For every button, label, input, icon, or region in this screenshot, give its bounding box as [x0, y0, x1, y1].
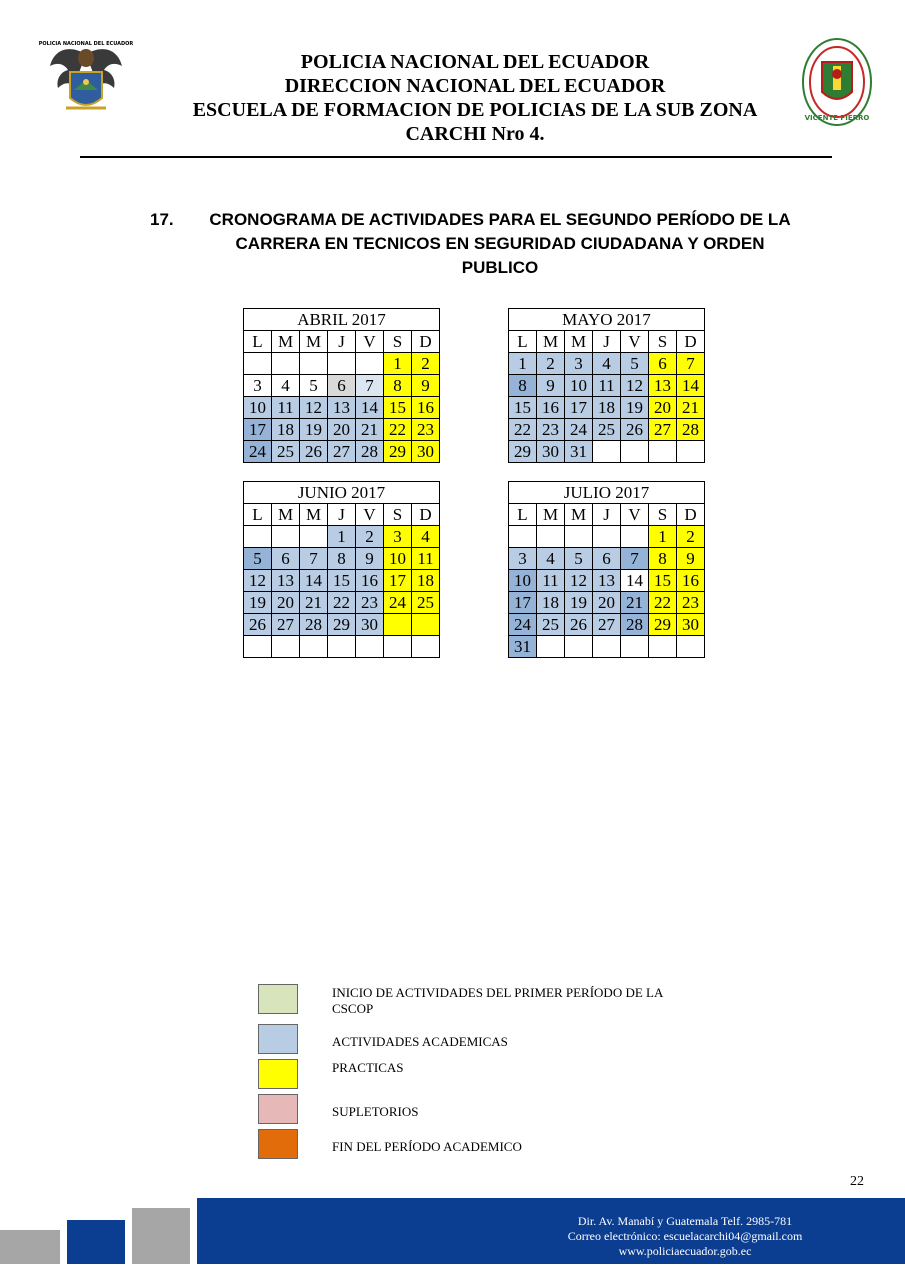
section-title [150, 208, 820, 280]
weekday-header: V [356, 504, 384, 526]
calendar-day-cell: 4 [593, 353, 621, 375]
calendar-day-cell: 3 [509, 548, 537, 570]
weekday-header: M [537, 331, 565, 353]
calendar-day-cell: 21 [356, 419, 384, 441]
calendar-week-row [509, 419, 705, 441]
calendar-day-cell: 11 [412, 548, 440, 570]
calendar-day-cell: 22 [509, 419, 537, 441]
header-line-1: POLICIA NACIONAL DEL ECUADOR [300, 51, 650, 73]
calendar-day-cell: 15 [328, 570, 356, 592]
calendar-week-row [509, 375, 705, 397]
calendar-day-cell: 21 [621, 592, 649, 614]
calendar-day-cell: 18 [272, 419, 300, 441]
weekday-header: V [356, 331, 384, 353]
calendar-day-cell: 7 [621, 548, 649, 570]
calendar-day-cell: 14 [356, 397, 384, 419]
calendar-day-cell: 26 [244, 614, 272, 636]
calendar-day-cell: 20 [328, 419, 356, 441]
calendar-day-cell [272, 353, 300, 375]
calendar-day-cell: 15 [649, 570, 677, 592]
calendar-day-cell: 2 [537, 353, 565, 375]
calendar-day-cell [593, 526, 621, 548]
legend-label-practicas: PRACTICAS [332, 1060, 404, 1075]
footer-email[interactable]: Correo electrónico: escuelacarchi04@gmail.com [567, 1229, 803, 1243]
calendar-day-cell [244, 636, 272, 658]
calendar-day-cell: 27 [649, 419, 677, 441]
calendar-day-cell: 7 [677, 353, 705, 375]
calendar-day-cell: 9 [677, 548, 705, 570]
calendar-day-cell: 24 [244, 441, 272, 463]
weekday-header: V [621, 331, 649, 353]
calendar-june [243, 481, 440, 658]
calendar-day-cell: 30 [412, 441, 440, 463]
calendar-week-row [244, 375, 440, 397]
calendar-day-cell: 7 [300, 548, 328, 570]
calendar-day-cell: 23 [537, 419, 565, 441]
weekday-header: D [412, 504, 440, 526]
calendar-day-cell: 18 [537, 592, 565, 614]
weekday-header: S [384, 504, 412, 526]
section-title-line-2: CARRERA EN TECNICOS EN SEGURIDAD CIUDADANA Y ORDEN [235, 234, 765, 253]
calendar-day-cell: 28 [677, 419, 705, 441]
header-line-2: DIRECCION NACIONAL DEL ECUADOR [284, 75, 666, 97]
legend-swatch-practicas [258, 1059, 298, 1089]
calendar-day-cell [621, 526, 649, 548]
weekday-header: M [565, 331, 593, 353]
calendar-week-row [244, 526, 440, 548]
calendar-day-cell: 16 [412, 397, 440, 419]
calendar-day-cell: 4 [272, 375, 300, 397]
weekday-header: J [593, 504, 621, 526]
calendar-day-cell [356, 353, 384, 375]
calendar-day-cell [649, 441, 677, 463]
calendar-day-cell: 1 [649, 526, 677, 548]
calendar-day-cell: 12 [244, 570, 272, 592]
calendar-day-cell: 8 [328, 548, 356, 570]
calendar-day-cell: 5 [244, 548, 272, 570]
footer-address: Dir. Av. Manabí y Guatemala Telf. 2985-781 [577, 1214, 793, 1228]
calendar-day-cell: 29 [384, 441, 412, 463]
calendar-day-cell [621, 636, 649, 658]
calendar-day-cell [384, 636, 412, 658]
calendar-day-cell: 1 [384, 353, 412, 375]
calendar-day-cell: 31 [509, 636, 537, 658]
header-divider [80, 156, 832, 158]
calendar-day-cell [328, 636, 356, 658]
calendar-day-cell: 23 [677, 592, 705, 614]
calendar-day-cell [272, 526, 300, 548]
calendar-day-cell: 5 [621, 353, 649, 375]
calendar-day-cell: 27 [272, 614, 300, 636]
calendar-april [243, 308, 440, 463]
calendar-day-cell: 2 [412, 353, 440, 375]
calendar-day-cell: 17 [244, 419, 272, 441]
calendar-day-cell: 25 [537, 614, 565, 636]
weekday-header: M [565, 504, 593, 526]
calendar-day-cell: 6 [328, 375, 356, 397]
svg-text:VICENTE FIERRO: VICENTE FIERRO [804, 114, 870, 122]
police-crest-logo [38, 36, 134, 120]
calendar-day-cell: 11 [272, 397, 300, 419]
footer-website[interactable]: www.policiaecuador.gob.ec [618, 1244, 752, 1258]
calendar-day-cell: 31 [565, 441, 593, 463]
calendar-day-cell: 28 [621, 614, 649, 636]
weekday-header: M [300, 331, 328, 353]
calendar-day-cell: 22 [328, 592, 356, 614]
calendar-day-cell: 13 [593, 570, 621, 592]
calendar-day-cell: 2 [356, 526, 384, 548]
weekday-header: J [328, 331, 356, 353]
calendar-day-cell: 19 [621, 397, 649, 419]
svg-text:POLICIA NACIONAL DEL ECUADOR: POLICIA NACIONAL DEL ECUADOR [38, 41, 134, 47]
calendar-week-row [244, 636, 440, 658]
legend-swatch-fin [258, 1129, 298, 1159]
calendar-day-cell [565, 636, 593, 658]
calendar-day-cell: 10 [244, 397, 272, 419]
calendar-day-cell: 5 [565, 548, 593, 570]
calendar-day-cell: 9 [356, 548, 384, 570]
calendar-day-cell: 23 [412, 419, 440, 441]
calendar-day-cell: 3 [384, 526, 412, 548]
calendar-day-cell [412, 636, 440, 658]
calendar-day-cell [300, 353, 328, 375]
calendar-week-row [244, 353, 440, 375]
calendar-day-cell [677, 441, 705, 463]
calendar-day-cell: 29 [509, 441, 537, 463]
calendar-week-row [509, 570, 705, 592]
calendar-day-cell: 14 [677, 375, 705, 397]
weekday-header: L [244, 504, 272, 526]
calendar-month-title: ABRIL 2017 [244, 309, 440, 331]
weekday-header: J [593, 331, 621, 353]
calendar-day-cell: 25 [412, 592, 440, 614]
calendar-day-cell [621, 441, 649, 463]
calendar-day-cell: 10 [565, 375, 593, 397]
calendar-day-cell: 16 [677, 570, 705, 592]
page-number: 22 [850, 1174, 864, 1189]
calendar-week-row [244, 570, 440, 592]
calendar-day-cell [509, 526, 537, 548]
calendar-week-row [244, 548, 440, 570]
calendar-day-cell: 19 [244, 592, 272, 614]
calendar-day-cell: 15 [509, 397, 537, 419]
calendar-day-cell: 6 [272, 548, 300, 570]
document-header [130, 50, 820, 146]
calendar-day-cell: 15 [384, 397, 412, 419]
calendar-week-row [244, 614, 440, 636]
calendar-day-cell: 1 [328, 526, 356, 548]
calendar-day-cell: 22 [384, 419, 412, 441]
calendar-day-cell: 24 [384, 592, 412, 614]
calendar-day-cell: 10 [384, 548, 412, 570]
calendar-day-cell: 3 [244, 375, 272, 397]
calendar-day-cell [356, 636, 384, 658]
weekday-header: S [384, 331, 412, 353]
calendar-day-cell: 1 [509, 353, 537, 375]
calendar-day-cell: 5 [300, 375, 328, 397]
weekday-header: D [412, 331, 440, 353]
weekday-header: S [649, 504, 677, 526]
legend-label-fin: FIN DEL PERÍODO ACADEMICO [332, 1139, 522, 1154]
weekday-header: M [300, 504, 328, 526]
calendar-day-cell: 7 [356, 375, 384, 397]
weekday-header: V [621, 504, 649, 526]
weekday-header: L [509, 331, 537, 353]
calendar-day-cell: 25 [593, 419, 621, 441]
calendar-day-cell: 28 [300, 614, 328, 636]
calendar-day-cell: 20 [272, 592, 300, 614]
legend-label-supletorios: SUPLETORIOS [332, 1104, 419, 1119]
calendar-week-row [509, 353, 705, 375]
calendar-day-cell [412, 614, 440, 636]
calendar-day-cell: 13 [328, 397, 356, 419]
footer-decor-block [0, 1230, 60, 1264]
calendar-day-cell: 29 [328, 614, 356, 636]
calendar-day-cell: 11 [537, 570, 565, 592]
calendar-day-cell: 20 [649, 397, 677, 419]
weekday-header: D [677, 504, 705, 526]
legend-swatch-inicio [258, 984, 298, 1014]
calendar-day-cell: 28 [356, 441, 384, 463]
calendar-day-cell [244, 353, 272, 375]
calendar-day-cell: 17 [384, 570, 412, 592]
calendar-day-cell: 13 [649, 375, 677, 397]
calendar-day-cell: 4 [412, 526, 440, 548]
footer-contact [520, 1214, 850, 1259]
calendar-week-row [509, 636, 705, 658]
calendar-day-cell [300, 526, 328, 548]
calendar-week-row [244, 419, 440, 441]
calendar-day-cell [537, 636, 565, 658]
calendar-day-cell: 27 [593, 614, 621, 636]
calendar-day-cell: 23 [356, 592, 384, 614]
calendar-week-row [244, 592, 440, 614]
calendar-day-cell: 9 [537, 375, 565, 397]
calendar-day-cell: 8 [649, 548, 677, 570]
calendar-day-cell: 10 [509, 570, 537, 592]
calendar-day-cell: 17 [565, 397, 593, 419]
calendar-day-cell: 24 [565, 419, 593, 441]
calendar-day-cell: 13 [272, 570, 300, 592]
calendar-day-cell: 24 [509, 614, 537, 636]
calendar-day-cell: 25 [272, 441, 300, 463]
calendar-day-cell: 4 [537, 548, 565, 570]
calendar-day-cell: 14 [300, 570, 328, 592]
calendar-day-cell: 8 [384, 375, 412, 397]
legend-label-inicio: INICIO DE ACTIVIDADES DEL PRIMER PERÍODO DE LA CSCOP [332, 985, 663, 1016]
calendar-week-row [509, 526, 705, 548]
calendar-day-cell [593, 441, 621, 463]
calendar-day-cell: 2 [677, 526, 705, 548]
weekday-header: D [677, 331, 705, 353]
calendar-may [508, 308, 705, 463]
header-line-3: ESCUELA DE FORMACION DE POLICIAS DE LA SUB ZONA [192, 99, 758, 121]
calendar-day-cell: 26 [565, 614, 593, 636]
calendar-day-cell: 21 [677, 397, 705, 419]
calendar-day-cell: 27 [328, 441, 356, 463]
calendar-day-cell: 20 [593, 592, 621, 614]
calendar-week-row [509, 441, 705, 463]
header-line-4: CARCHI Nro 4. [405, 123, 545, 145]
calendar-week-row [244, 397, 440, 419]
section-number: 17. [150, 210, 174, 229]
calendar-day-cell: 22 [649, 592, 677, 614]
footer-decor-block [132, 1208, 190, 1264]
calendar-day-cell: 6 [593, 548, 621, 570]
calendar-day-cell: 12 [621, 375, 649, 397]
legend-label-academicas: ACTIVIDADES ACADEMICAS [332, 1034, 508, 1049]
calendar-day-cell: 16 [356, 570, 384, 592]
calendar-day-cell: 3 [565, 353, 593, 375]
weekday-header: L [509, 504, 537, 526]
calendar-day-cell: 26 [621, 419, 649, 441]
calendar-day-cell [300, 636, 328, 658]
calendar-day-cell [384, 614, 412, 636]
calendar-month-title: JULIO 2017 [509, 482, 705, 504]
weekday-header: S [649, 331, 677, 353]
calendar-day-cell: 8 [509, 375, 537, 397]
calendar-month-title: MAYO 2017 [509, 309, 705, 331]
weekday-header: M [272, 504, 300, 526]
calendar-day-cell [244, 526, 272, 548]
calendar-day-cell [537, 526, 565, 548]
weekday-header: M [272, 331, 300, 353]
calendar-day-cell: 18 [412, 570, 440, 592]
weekday-header: J [328, 504, 356, 526]
calendar-day-cell [677, 636, 705, 658]
section-title-line-3: PUBLICO [461, 258, 539, 277]
calendar-day-cell: 30 [356, 614, 384, 636]
calendar-week-row [509, 397, 705, 419]
calendar-day-cell: 30 [537, 441, 565, 463]
calendar-day-cell: 6 [649, 353, 677, 375]
calendar-day-cell: 18 [593, 397, 621, 419]
calendar-day-cell: 16 [537, 397, 565, 419]
calendar-week-row [509, 592, 705, 614]
calendar-day-cell: 12 [565, 570, 593, 592]
calendar-day-cell: 17 [509, 592, 537, 614]
calendar-day-cell: 9 [412, 375, 440, 397]
calendar-day-cell: 26 [300, 441, 328, 463]
calendar-day-cell: 19 [565, 592, 593, 614]
calendar-july [508, 481, 705, 658]
calendar-day-cell: 29 [649, 614, 677, 636]
calendar-day-cell [649, 636, 677, 658]
weekday-header: L [244, 331, 272, 353]
calendar-day-cell: 19 [300, 419, 328, 441]
calendar-week-row [244, 441, 440, 463]
calendar-day-cell: 11 [593, 375, 621, 397]
calendar-week-row [509, 614, 705, 636]
calendar-day-cell: 12 [300, 397, 328, 419]
calendar-day-cell [593, 636, 621, 658]
calendar-day-cell: 30 [677, 614, 705, 636]
section-title-line-1: CRONOGRAMA DE ACTIVIDADES PARA EL SEGUNDO PERÍODO DE LA [209, 210, 791, 229]
calendar-day-cell [328, 353, 356, 375]
calendar-day-cell [272, 636, 300, 658]
footer-decor-block [67, 1220, 125, 1264]
legend-swatch-academicas [258, 1024, 298, 1054]
calendar-day-cell: 21 [300, 592, 328, 614]
calendar-day-cell: 14 [621, 570, 649, 592]
calendar-day-cell [565, 526, 593, 548]
calendar-week-row [509, 548, 705, 570]
legend-swatch-supletorios [258, 1094, 298, 1124]
calendar-month-title: JUNIO 2017 [244, 482, 440, 504]
weekday-header: M [537, 504, 565, 526]
